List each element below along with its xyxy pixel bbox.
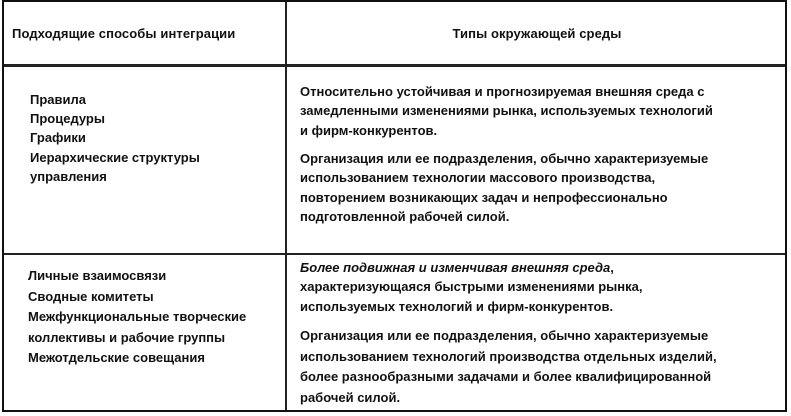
list-item: Межфункциональные творческие: [28, 309, 247, 325]
text-line: использованием технологий производства отдельных изделий,: [300, 348, 717, 364]
list-item: Сводные комитеты: [28, 288, 154, 304]
row-divider: [4, 253, 785, 255]
header-integration-methods: [4, 2, 285, 64]
list-item: Правила: [30, 92, 86, 107]
row1-environment-paragraph-2: [300, 149, 780, 227]
text-line: Относительно устойчивая и прогнозируемая внешняя среда с: [300, 84, 705, 99]
row1-environment-paragraph-1: [300, 82, 780, 140]
header-left-text: Подходящие способы интеграции: [12, 25, 236, 41]
row2-environment-paragraph-2: [300, 326, 780, 408]
row1-methods-list: [30, 90, 200, 186]
list-item: Межотдельские совещания: [28, 350, 205, 366]
text-line: и фирм-конкурентов.: [300, 122, 438, 138]
list-item: Процедуры: [30, 111, 105, 127]
header-right-text: Типы окружающей среды: [452, 25, 622, 41]
row2-environment-paragraph-1: [300, 258, 780, 316]
text-line: ,: [610, 260, 614, 275]
row2-methods-list: [28, 266, 246, 369]
header-environment-types: [287, 2, 787, 64]
list-item: коллективы и рабочие группы: [28, 329, 226, 345]
list-item: Графики: [30, 130, 86, 146]
text-line: подготовленной рабочей силой.: [300, 209, 510, 225]
list-item: управления: [30, 168, 107, 184]
list-item: Личные взаимосвязи: [28, 268, 167, 283]
text-line: используемых технологий и фирм-конкурентов.: [300, 298, 614, 314]
text-line: использованием технологии массового производства,: [300, 170, 656, 186]
text-line: более разнообразными задачами и более квалифицированной: [300, 369, 712, 385]
text-line: рабочей силой.: [300, 389, 401, 405]
integration-table: [2, 0, 787, 412]
text-line: замедленными изменениями рынка, используемых технологий: [300, 103, 713, 119]
text-line: Организация или ее подразделения, обычно характеризуемые: [300, 328, 709, 343]
text-line: характеризующаяся быстрыми изменениями рынка,: [300, 279, 643, 295]
list-item: Иерархические структуры: [30, 149, 200, 165]
text-line: повторением возникающих задач и непрофессионально: [300, 189, 668, 205]
text-line: Организация или ее подразделения, обычно характеризуемые: [300, 151, 709, 166]
emphasis-text: Более подвижная и изменчивая внешняя среда: [300, 260, 611, 275]
header-divider: [4, 64, 785, 67]
